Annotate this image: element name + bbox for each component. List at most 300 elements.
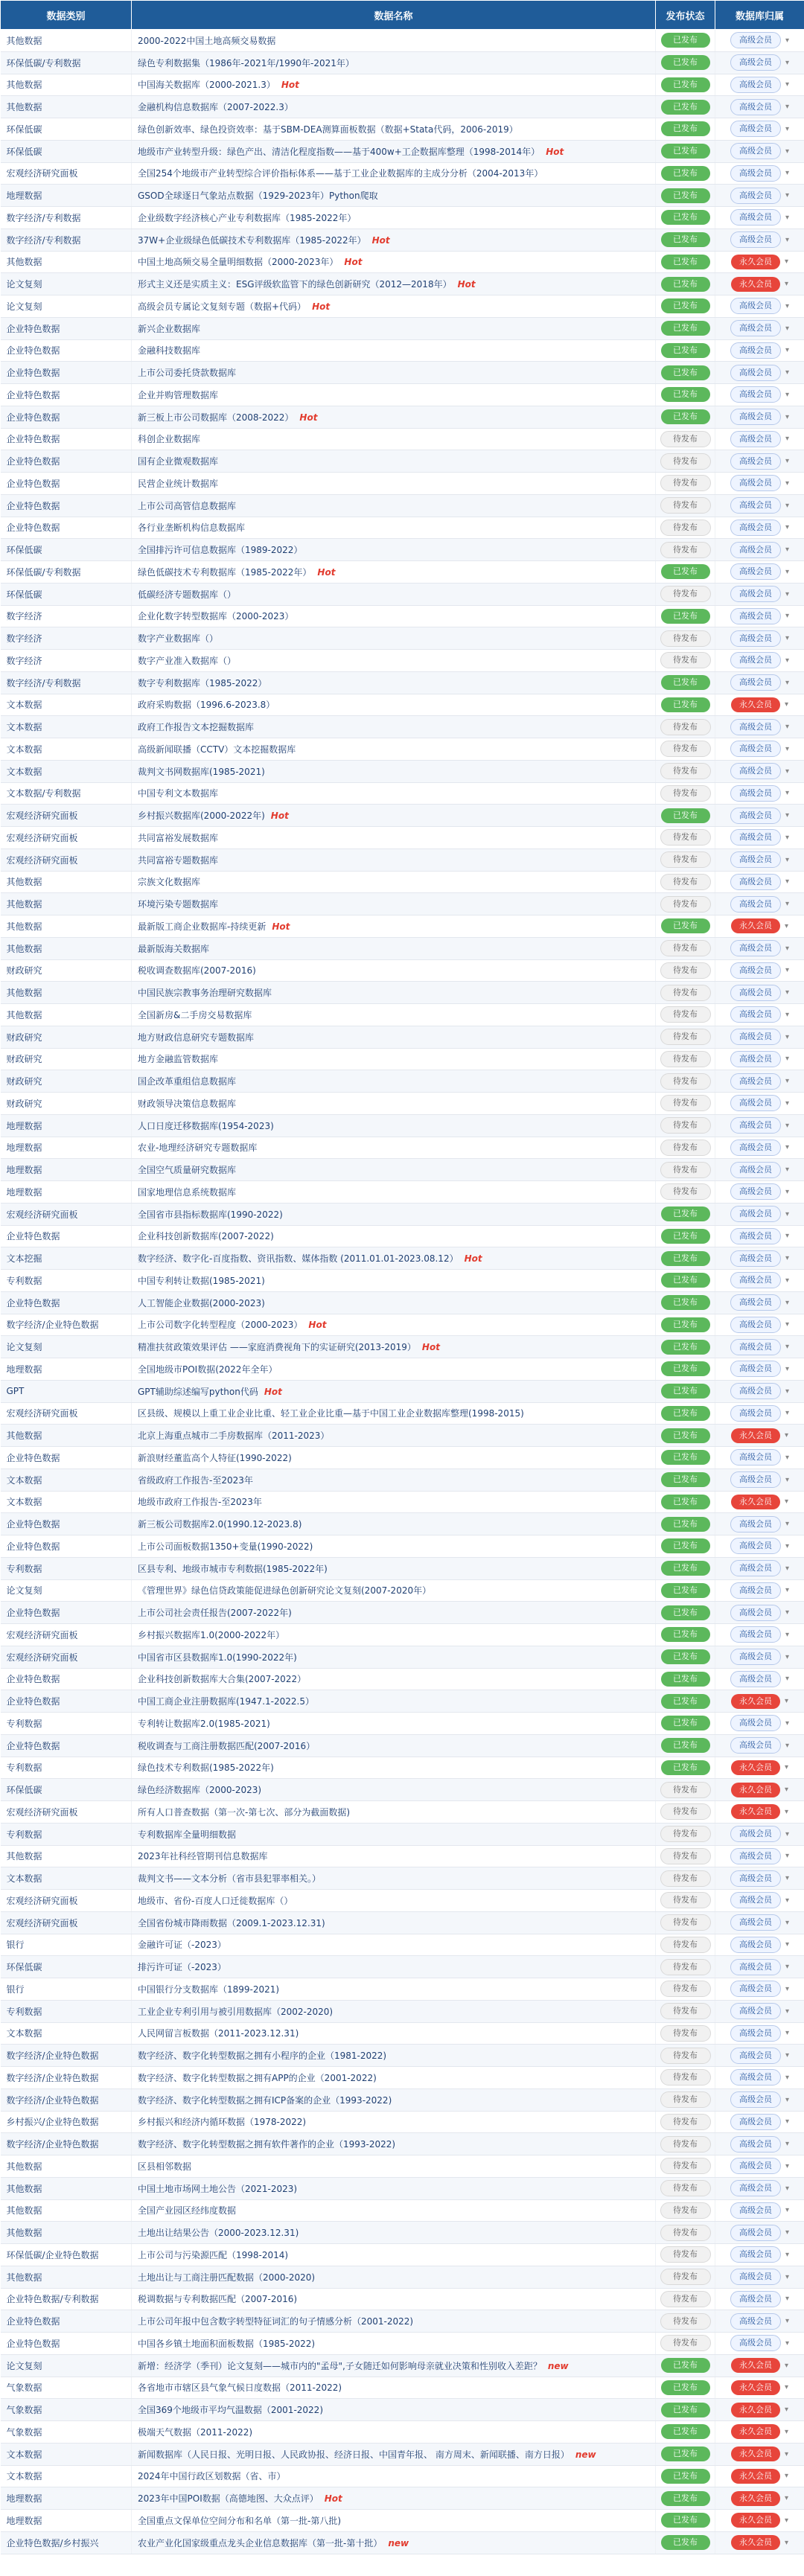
dataset-name-text[interactable]: 中国专利转让数据(1985-2021) <box>138 1275 265 1286</box>
chevron-down-icon[interactable]: ▾ <box>785 1387 790 1396</box>
dataset-name-text[interactable]: GSOD全球逐日气象站点数据（1929-2023年）Python爬取 <box>138 191 378 202</box>
dataset-name-text[interactable]: 数字经济、数字化-百度指数、资讯指数、媒体指数 (2011.01.01-2023.08.12） <box>138 1253 459 1265</box>
level-select[interactable] <box>730 1715 789 1731</box>
row-dataset-name[interactable] <box>132 760 656 782</box>
table-row[interactable] <box>1 2045 804 2067</box>
table-row[interactable] <box>1 1646 804 1668</box>
row-level[interactable] <box>715 2045 804 2067</box>
chevron-down-icon[interactable]: ▾ <box>785 1608 790 1617</box>
chevron-down-icon[interactable]: ▾ <box>784 1697 789 1706</box>
chevron-down-icon[interactable]: ▾ <box>785 1652 790 1661</box>
row-level[interactable] <box>715 1535 804 1558</box>
table-row[interactable] <box>1 1911 804 1934</box>
row-dataset-name[interactable] <box>132 339 656 362</box>
row-level[interactable] <box>715 738 804 761</box>
dataset-name-text[interactable]: 中国银行分支数据库（1899-2021) <box>138 1984 280 1995</box>
level-select[interactable] <box>731 1495 788 1509</box>
dataset-name-text[interactable]: 财政领导决策信息数据库 <box>138 1098 237 1109</box>
level-select[interactable] <box>730 231 789 248</box>
chevron-down-icon[interactable]: ▾ <box>785 501 790 510</box>
table-row[interactable] <box>1 185 804 207</box>
row-level[interactable] <box>715 1911 804 1934</box>
dataset-name-text[interactable]: 专利转让数据库2.0(1985-2021) <box>138 1718 270 1729</box>
row-level[interactable] <box>715 1026 804 1048</box>
row-dataset-name[interactable] <box>132 428 656 450</box>
level-select[interactable] <box>731 1428 788 1443</box>
row-level[interactable] <box>715 1624 804 1646</box>
row-dataset-name[interactable] <box>132 273 656 295</box>
table-row[interactable] <box>1 494 804 517</box>
dataset-name-text[interactable]: 环境污染专题数据库 <box>138 899 219 910</box>
chevron-down-icon[interactable]: ▾ <box>785 36 790 45</box>
row-level[interactable] <box>715 561 804 584</box>
table-row[interactable] <box>1 406 804 428</box>
dataset-name-text[interactable]: 人民网留言板数据（2011-2023.12.31) <box>138 2028 299 2039</box>
row-dataset-name[interactable] <box>132 2288 656 2310</box>
dataset-name-text[interactable]: 地级市、省份-百度人口迁徙数据库（） <box>138 1895 293 1906</box>
chevron-down-icon[interactable]: ▾ <box>784 1786 789 1794</box>
table-row[interactable] <box>1 207 804 229</box>
chevron-down-icon[interactable]: ▾ <box>785 1121 790 1130</box>
row-dataset-name[interactable] <box>132 805 656 827</box>
level-select[interactable] <box>731 918 788 933</box>
row-level[interactable] <box>715 251 804 273</box>
row-dataset-name[interactable] <box>132 118 656 141</box>
table-row[interactable] <box>1 2177 804 2199</box>
chevron-down-icon[interactable]: ▾ <box>785 2272 790 2281</box>
table-row[interactable] <box>1 1203 804 1225</box>
table-row[interactable] <box>1 2022 804 2045</box>
level-select[interactable] <box>730 1029 789 1045</box>
table-row[interactable] <box>1 782 804 805</box>
row-dataset-name[interactable] <box>132 1956 656 1978</box>
level-select[interactable] <box>730 1937 789 1953</box>
chevron-down-icon[interactable]: ▾ <box>785 2073 790 2082</box>
table-row[interactable] <box>1 1314 804 1336</box>
level-select[interactable] <box>730 2180 789 2196</box>
row-dataset-name[interactable] <box>132 2465 656 2487</box>
row-level[interactable] <box>715 627 804 650</box>
table-row[interactable] <box>1 539 804 561</box>
row-dataset-name[interactable] <box>132 1402 656 1425</box>
header-level[interactable]: 数据库归属 <box>715 1 804 30</box>
chevron-down-icon[interactable]: ▾ <box>785 1099 790 1108</box>
level-select[interactable] <box>730 342 789 359</box>
row-level[interactable] <box>715 827 804 849</box>
dataset-name-text[interactable]: 共同富裕发展数据库 <box>138 832 219 843</box>
table-row[interactable] <box>1 1402 804 1425</box>
level-select[interactable] <box>731 2535 788 2550</box>
dataset-name-text[interactable]: 最新版工商企业数据库-持续更新 <box>138 921 267 932</box>
row-level[interactable] <box>715 1380 804 1402</box>
row-level[interactable] <box>715 1225 804 1247</box>
row-level[interactable] <box>715 2531 804 2554</box>
table-row[interactable] <box>1 2088 804 2111</box>
row-level[interactable] <box>715 2155 804 2178</box>
level-select[interactable] <box>730 1250 789 1267</box>
level-select[interactable] <box>730 962 789 979</box>
level-select[interactable] <box>730 896 789 913</box>
row-dataset-name[interactable] <box>132 1468 656 1491</box>
table-row[interactable] <box>1 140 804 162</box>
level-select[interactable] <box>730 1006 789 1023</box>
row-level[interactable] <box>715 1513 804 1535</box>
dataset-name-text[interactable]: 政府工作报告文本挖掘数据库 <box>138 722 255 733</box>
dataset-name-text[interactable]: 地方财政信息研究专题数据库 <box>138 1032 255 1043</box>
row-level[interactable] <box>715 1823 804 1845</box>
level-select[interactable] <box>730 1183 789 1200</box>
row-level[interactable] <box>715 185 804 207</box>
dataset-name-text[interactable]: 科创企业数据库 <box>138 434 201 445</box>
table-row[interactable] <box>1 2111 804 2133</box>
chevron-down-icon[interactable]: ▾ <box>785 944 790 953</box>
dataset-name-text[interactable]: 国家地理信息系统数据库 <box>138 1186 237 1198</box>
row-level[interactable] <box>715 1845 804 1867</box>
chevron-down-icon[interactable]: ▾ <box>784 2406 789 2414</box>
level-select[interactable] <box>730 940 789 956</box>
level-select[interactable] <box>730 741 789 757</box>
table-row[interactable] <box>1 74 804 96</box>
level-select[interactable] <box>730 586 789 602</box>
level-select[interactable] <box>730 1162 789 1178</box>
table-row[interactable] <box>1 30 804 52</box>
level-select[interactable] <box>730 209 789 226</box>
row-dataset-name[interactable] <box>132 251 656 273</box>
dataset-name-text[interactable]: 全国排污许可信息数据库（1989-2022） <box>138 545 303 556</box>
table-row[interactable] <box>1 2443 804 2465</box>
row-dataset-name[interactable] <box>132 1181 656 1204</box>
row-dataset-name[interactable] <box>132 1668 656 1690</box>
row-level[interactable] <box>715 2310 804 2333</box>
table-row[interactable] <box>1 2531 804 2554</box>
row-level[interactable] <box>715 2288 804 2310</box>
table-row[interactable] <box>1 228 804 251</box>
table-row[interactable] <box>1 273 804 295</box>
dataset-name-text[interactable]: 2024年中国行政区划数据（省、市） <box>138 2471 286 2482</box>
table-row[interactable] <box>1 1291 804 1314</box>
chevron-down-icon[interactable]: ▾ <box>785 523 790 532</box>
dataset-name-text[interactable]: 中国省市区县数据库1.0(1990-2022年) <box>138 1652 297 1663</box>
row-level[interactable] <box>715 782 804 805</box>
level-select[interactable] <box>730 719 789 735</box>
level-select[interactable] <box>731 2380 788 2395</box>
dataset-name-text[interactable]: 新浪财经董监高个人特征(1990-2022) <box>138 1452 292 1463</box>
table-row[interactable] <box>1 760 804 782</box>
table-row[interactable] <box>1 1247 804 1270</box>
dataset-name-text[interactable]: 各省地市市辖区县气象气候日度数据（2011-2022) <box>138 2382 342 2394</box>
chevron-down-icon[interactable]: ▾ <box>785 390 790 399</box>
row-level[interactable] <box>715 1867 804 1890</box>
row-level[interactable] <box>715 1358 804 1381</box>
table-row[interactable] <box>1 1602 804 1624</box>
row-level[interactable] <box>715 2510 804 2532</box>
level-select[interactable] <box>730 1626 789 1643</box>
row-level[interactable] <box>715 2399 804 2421</box>
level-select[interactable] <box>730 1228 789 1244</box>
table-row[interactable] <box>1 1070 804 1093</box>
chevron-down-icon[interactable]: ▾ <box>784 280 789 289</box>
table-row[interactable] <box>1 1535 804 1558</box>
row-level[interactable] <box>715 1181 804 1204</box>
chevron-down-icon[interactable]: ▾ <box>785 2317 790 2326</box>
row-level[interactable] <box>715 760 804 782</box>
level-select[interactable] <box>730 1272 789 1288</box>
table-row[interactable] <box>1 805 804 827</box>
level-select[interactable] <box>731 1804 788 1819</box>
row-dataset-name[interactable] <box>132 1026 656 1048</box>
chevron-down-icon[interactable]: ▾ <box>784 1807 789 1816</box>
level-select[interactable] <box>730 2313 789 2330</box>
table-row[interactable] <box>1 1668 804 1690</box>
level-select[interactable] <box>731 1760 788 1775</box>
chevron-down-icon[interactable]: ▾ <box>785 435 790 444</box>
dataset-name-text[interactable]: 专利数据库全量明细数据 <box>138 1829 237 1840</box>
row-level[interactable] <box>715 2465 804 2487</box>
dataset-name-text[interactable]: 全国新房&二手房交易数据库 <box>138 1009 252 1020</box>
level-select[interactable] <box>730 2069 789 2086</box>
table-row[interactable] <box>1 1845 804 1867</box>
row-level[interactable] <box>715 1757 804 1779</box>
table-row[interactable] <box>1 1934 804 1956</box>
chevron-down-icon[interactable]: ▾ <box>785 2161 790 2170</box>
table-row[interactable] <box>1 738 804 761</box>
dataset-name-text[interactable]: 上市公司高管信息数据库 <box>138 500 237 511</box>
dataset-name-text[interactable]: 所有人口普查数据（第一次-第七次、部分为截面数据) <box>138 1806 351 1818</box>
level-select[interactable] <box>730 2202 789 2219</box>
row-level[interactable] <box>715 2487 804 2510</box>
table-row[interactable] <box>1 428 804 450</box>
chevron-down-icon[interactable]: ▾ <box>785 80 790 89</box>
chevron-down-icon[interactable]: ▾ <box>785 656 790 665</box>
row-level[interactable] <box>715 1004 804 1026</box>
table-row[interactable] <box>1 848 804 871</box>
level-select[interactable] <box>730 1405 789 1422</box>
table-row[interactable] <box>1 716 804 738</box>
chevron-down-icon[interactable]: ▾ <box>785 1143 790 1152</box>
dataset-name-text[interactable]: 数字经济、数字化转型数据之拥有小程序的企业（1981-2022) <box>138 2051 387 2062</box>
row-dataset-name[interactable] <box>132 2421 656 2444</box>
level-select[interactable] <box>731 2491 788 2506</box>
chevron-down-icon[interactable]: ▾ <box>785 900 790 909</box>
row-level[interactable] <box>715 1801 804 1824</box>
chevron-down-icon[interactable]: ▾ <box>784 921 789 930</box>
level-select[interactable] <box>730 431 789 447</box>
dataset-name-text[interactable]: 数字产业准入数据库（） <box>138 655 237 666</box>
row-dataset-name[interactable] <box>132 96 656 118</box>
row-dataset-name[interactable] <box>132 1070 656 1093</box>
level-select[interactable] <box>730 497 789 514</box>
row-dataset-name[interactable] <box>132 1380 656 1402</box>
row-level[interactable] <box>715 1602 804 1624</box>
row-dataset-name[interactable] <box>132 2487 656 2510</box>
chevron-down-icon[interactable]: ▾ <box>785 147 790 156</box>
row-level[interactable] <box>715 1270 804 1292</box>
chevron-down-icon[interactable]: ▾ <box>785 1675 790 1684</box>
dataset-name-text[interactable]: 数字经济、数字化转型数据之拥有软件著作的企业（1993-2022) <box>138 2139 396 2150</box>
dataset-name-text[interactable]: 工业企业专利引用与被引用数据库（2002-2020) <box>138 2006 334 2017</box>
dataset-name-text[interactable]: 地方金融监管数据库 <box>138 1054 219 1065</box>
chevron-down-icon[interactable]: ▾ <box>785 878 790 886</box>
dataset-name-text[interactable]: 高级会员专属论文复刻专题（数据+代码） <box>138 301 307 312</box>
row-level[interactable] <box>715 1402 804 1425</box>
level-select[interactable] <box>731 2469 788 2484</box>
level-select[interactable] <box>730 1892 789 1908</box>
dataset-name-text[interactable]: 共同富裕专题数据库 <box>138 854 219 866</box>
row-level[interactable] <box>715 1048 804 1070</box>
dataset-name-text[interactable]: 绿色低碳技术专利数据库（1985-2022年） <box>138 566 312 578</box>
row-level[interactable] <box>715 1713 804 1735</box>
row-dataset-name[interactable] <box>132 2399 656 2421</box>
table-row[interactable] <box>1 2421 804 2444</box>
row-level[interactable] <box>715 1579 804 1602</box>
row-dataset-name[interactable] <box>132 2000 656 2022</box>
level-select[interactable] <box>730 2025 789 2042</box>
level-select[interactable] <box>730 1560 789 1576</box>
row-dataset-name[interactable] <box>132 162 656 185</box>
dataset-name-text[interactable]: 宗族文化数据库 <box>138 877 201 888</box>
table-row[interactable] <box>1 1114 804 1137</box>
chevron-down-icon[interactable]: ▾ <box>785 2029 790 2038</box>
level-select[interactable] <box>730 1848 789 1864</box>
row-level[interactable] <box>715 2266 804 2288</box>
dataset-name-text[interactable]: 绿色技术专利数据(1985-2022年) <box>138 1762 274 1774</box>
level-select[interactable] <box>730 2136 789 2152</box>
level-select[interactable] <box>731 2403 788 2417</box>
table-row[interactable] <box>1 827 804 849</box>
chevron-down-icon[interactable]: ▾ <box>784 1431 789 1440</box>
level-select[interactable] <box>731 2446 788 2461</box>
level-select[interactable] <box>730 652 789 668</box>
row-level[interactable] <box>715 295 804 318</box>
row-level[interactable] <box>715 848 804 871</box>
row-dataset-name[interactable] <box>132 1447 656 1469</box>
chevron-down-icon[interactable]: ▾ <box>785 1320 790 1329</box>
level-select[interactable] <box>730 143 789 159</box>
chevron-down-icon[interactable]: ▾ <box>784 1498 789 1506</box>
chevron-down-icon[interactable]: ▾ <box>785 1209 790 1218</box>
chevron-down-icon[interactable]: ▾ <box>784 2516 789 2525</box>
level-select[interactable] <box>730 1605 789 1621</box>
table-row[interactable] <box>1 362 804 384</box>
level-select[interactable] <box>730 2003 789 2019</box>
row-level[interactable] <box>715 406 804 428</box>
chevron-down-icon[interactable]: ▾ <box>785 1852 790 1861</box>
table-row[interactable] <box>1 2155 804 2178</box>
row-dataset-name[interactable] <box>132 2111 656 2133</box>
dataset-name-text[interactable]: 裁判文书网数据库(1985-2021) <box>138 766 265 777</box>
chevron-down-icon[interactable]: ▾ <box>785 1276 790 1285</box>
level-select[interactable] <box>731 2358 788 2373</box>
row-dataset-name[interactable] <box>132 494 656 517</box>
level-select[interactable] <box>730 1073 789 1090</box>
row-level[interactable] <box>715 1093 804 1115</box>
table-row[interactable] <box>1 671 804 694</box>
chevron-down-icon[interactable]: ▾ <box>785 1409 790 1418</box>
dataset-name-text[interactable]: 全国产业园区经纬度数据 <box>138 2205 237 2217</box>
row-dataset-name[interactable] <box>132 2133 656 2155</box>
row-dataset-name[interactable] <box>132 2222 656 2244</box>
row-level[interactable] <box>715 805 804 827</box>
level-select[interactable] <box>730 785 789 802</box>
row-level[interactable] <box>715 1159 804 1181</box>
level-select[interactable] <box>730 1206 789 1222</box>
chevron-down-icon[interactable]: ▾ <box>785 58 790 67</box>
chevron-down-icon[interactable]: ▾ <box>785 324 790 333</box>
chevron-down-icon[interactable]: ▾ <box>785 479 790 488</box>
row-level[interactable] <box>715 671 804 694</box>
row-level[interactable] <box>715 1447 804 1469</box>
level-select[interactable] <box>730 1294 789 1311</box>
table-row[interactable] <box>1 2354 804 2377</box>
row-dataset-name[interactable] <box>132 2177 656 2199</box>
level-select[interactable] <box>730 386 789 403</box>
level-select[interactable] <box>730 121 789 137</box>
dataset-name-text[interactable]: 《管理世界》绿色信贷政策能促进绿色创新研究论文复刻(2007-2020年） <box>138 1585 432 1597</box>
row-dataset-name[interactable] <box>132 2377 656 2399</box>
chevron-down-icon[interactable]: ▾ <box>785 678 790 687</box>
dataset-name-text[interactable]: 国有企业微观数据库 <box>138 456 219 467</box>
chevron-down-icon[interactable]: ▾ <box>785 589 790 598</box>
table-row[interactable] <box>1 982 804 1004</box>
dataset-name-text[interactable]: 中国土地高频交易全量明细数据（2000-2023年） <box>138 257 339 268</box>
row-level[interactable] <box>715 2354 804 2377</box>
level-select[interactable] <box>731 1694 788 1709</box>
table-row[interactable] <box>1 1579 804 1602</box>
row-level[interactable] <box>715 1070 804 1093</box>
chevron-down-icon[interactable]: ▾ <box>785 124 790 133</box>
table-row[interactable] <box>1 2333 804 2355</box>
chevron-down-icon[interactable]: ▾ <box>784 2538 789 2547</box>
dataset-name-text[interactable]: 金融许可证（-2023） <box>138 1940 226 1951</box>
row-level[interactable] <box>715 2244 804 2266</box>
row-dataset-name[interactable] <box>132 1314 656 1336</box>
row-level[interactable] <box>715 982 804 1004</box>
chevron-down-icon[interactable]: ▾ <box>785 744 790 753</box>
dataset-name-text[interactable]: GPT辅助综述编写python代码 <box>138 1386 258 1397</box>
level-select[interactable] <box>730 54 789 71</box>
row-level[interactable] <box>715 473 804 495</box>
level-select[interactable] <box>730 563 789 580</box>
row-level[interactable] <box>715 2133 804 2155</box>
dataset-name-text[interactable]: 低碳经济专题数据库（） <box>138 589 237 600</box>
table-row[interactable] <box>1 2133 804 2155</box>
table-row[interactable] <box>1 2067 804 2089</box>
dataset-name-text[interactable]: 全国空气质量研究数据库 <box>138 1165 237 1176</box>
dataset-name-text[interactable]: 全国重点文保单位空间分布和名单（第一批-第八批) <box>138 2515 342 2526</box>
row-dataset-name[interactable] <box>132 2531 656 2554</box>
row-dataset-name[interactable] <box>132 738 656 761</box>
chevron-down-icon[interactable]: ▾ <box>785 2206 790 2215</box>
dataset-name-text[interactable]: 区县相邻数据 <box>138 2161 192 2172</box>
row-dataset-name[interactable] <box>132 1757 656 1779</box>
chevron-down-icon[interactable]: ▾ <box>785 1741 790 1750</box>
row-level[interactable] <box>715 140 804 162</box>
row-level[interactable] <box>715 1137 804 1159</box>
table-row[interactable] <box>1 1823 804 1845</box>
level-select[interactable] <box>730 1117 789 1134</box>
chevron-down-icon[interactable]: ▾ <box>785 966 790 975</box>
dataset-name-text[interactable]: 地级市产业转型升级：绿色产出、清洁化程度指数——基于400w+工企数据库整理（1998-2014年） <box>138 146 540 157</box>
table-row[interactable] <box>1 1004 804 1026</box>
chevron-down-icon[interactable]: ▾ <box>785 301 790 310</box>
row-level[interactable] <box>715 1690 804 1713</box>
chevron-down-icon[interactable]: ▾ <box>785 855 790 864</box>
row-dataset-name[interactable] <box>132 1159 656 1181</box>
row-level[interactable] <box>715 1934 804 1956</box>
dataset-name-text[interactable]: 新三板上市公司数据库（2008-2022） <box>138 412 294 423</box>
level-select[interactable] <box>730 77 789 93</box>
table-row[interactable] <box>1 605 804 627</box>
